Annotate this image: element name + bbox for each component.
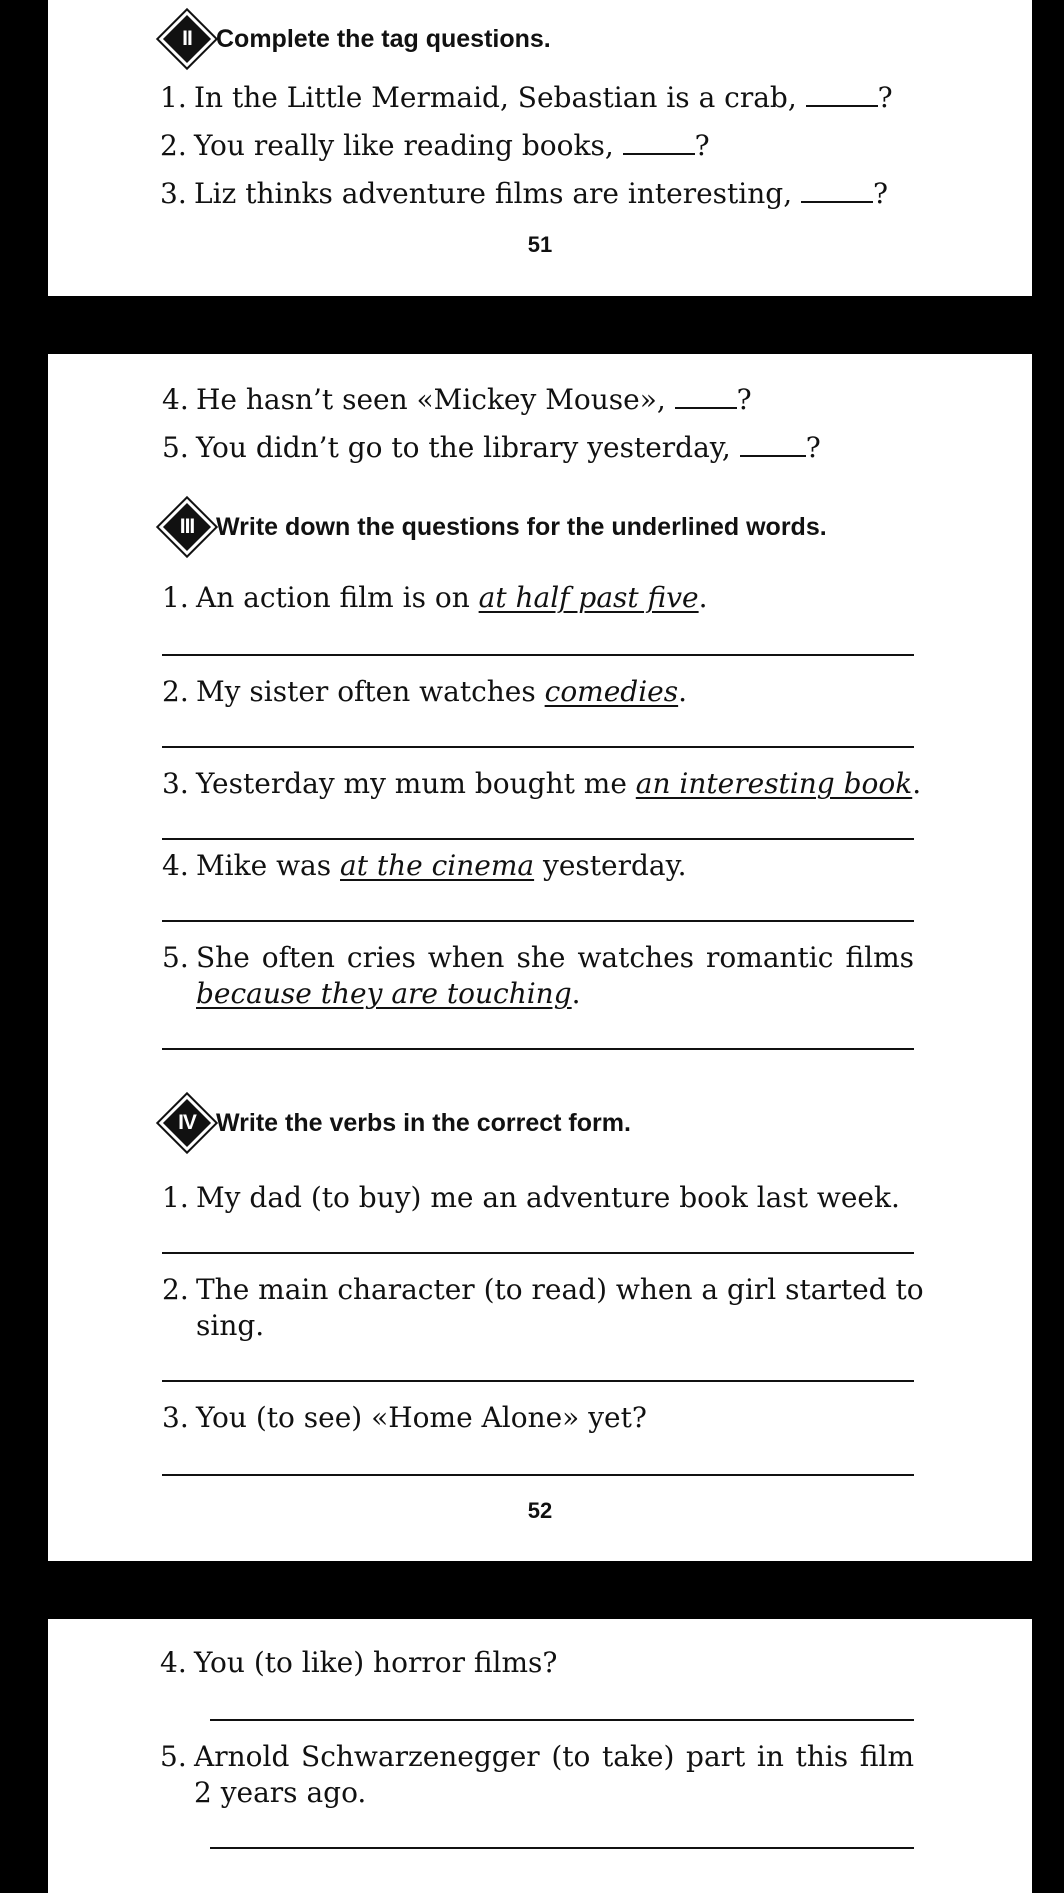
verb-question-5: 5. Arnold Schwarzenegger (to take) part in this film 2 years ago. bbox=[160, 1740, 914, 1809]
section-3-heading bbox=[160, 502, 827, 552]
question-text: Liz thinks adventure films are interesting, bbox=[194, 177, 793, 210]
section-3-badge bbox=[160, 500, 214, 554]
question-text: My dad (to buy) me an adventure book last week. bbox=[196, 1181, 900, 1214]
answer-line[interactable] bbox=[162, 1380, 914, 1382]
question-text: You didn’t go to the library yesterday, bbox=[196, 431, 731, 464]
verb-question-3: 3. You (to see) «Home Alone» yet? bbox=[162, 1401, 647, 1434]
underline-question-2: 2. My sister often watches comedies. bbox=[162, 675, 688, 708]
section-4-badge bbox=[160, 1096, 214, 1150]
section-4-badge-number: IV bbox=[178, 1111, 196, 1134]
answer-line[interactable] bbox=[162, 654, 914, 656]
underlined-words: comedies bbox=[544, 675, 679, 708]
answer-blank[interactable] bbox=[675, 383, 737, 409]
section-2-badge-number: II bbox=[182, 27, 192, 50]
question-text: You really like reading books, bbox=[194, 129, 614, 162]
section-4-title: Write the verbs in the correct form. bbox=[216, 1108, 631, 1137]
underline-question-1: 1. An action film is on at half past five. bbox=[162, 581, 708, 614]
answer-line[interactable] bbox=[162, 1048, 914, 1050]
section-3-badge-number: III bbox=[179, 515, 195, 538]
answer-line[interactable] bbox=[162, 746, 914, 748]
section-4-heading bbox=[160, 1098, 631, 1148]
answer-line[interactable] bbox=[162, 838, 914, 840]
workbook-page-52 bbox=[48, 354, 1032, 1561]
verb-question-2: 2. The main character (to read) when a girl started to sing. bbox=[162, 1273, 924, 1342]
tag-question-4: 4. He hasn’t seen «Mickey Mouse», ? bbox=[162, 383, 752, 416]
underline-question-4: 4. Mike was at the cinema yesterday. bbox=[162, 849, 687, 882]
answer-blank[interactable] bbox=[806, 81, 878, 107]
question-text: He hasn’t seen «Mickey Mouse», bbox=[196, 383, 666, 416]
answer-blank[interactable] bbox=[740, 431, 806, 457]
underlined-words: at the cinema bbox=[340, 849, 535, 882]
workbook-page-53-top bbox=[48, 1619, 1032, 1893]
underlined-words: because they are touching bbox=[196, 977, 572, 1010]
tag-question-3: 3. Liz thinks adventure films are interesting, ? bbox=[160, 177, 889, 210]
tag-question-1: 1. In the Little Mermaid, Sebastian is a crab, ? bbox=[160, 81, 893, 114]
verb-question-1: 1. My dad (to buy) me an adventure book last week. bbox=[162, 1181, 900, 1214]
answer-blank[interactable] bbox=[623, 129, 695, 155]
question-text: You (to like) horror films? bbox=[194, 1646, 558, 1679]
answer-line[interactable] bbox=[162, 1474, 914, 1476]
answer-blank[interactable] bbox=[801, 177, 873, 203]
tag-question-5: 5. You didn’t go to the library yesterday, ? bbox=[162, 431, 821, 464]
underlined-words: at half past five bbox=[478, 581, 699, 614]
underlined-words: an interesting book bbox=[635, 767, 913, 800]
question-text: You (to see) «Home Alone» yet? bbox=[196, 1401, 647, 1434]
section-2-title: Complete the tag questions. bbox=[216, 24, 551, 53]
answer-line[interactable] bbox=[210, 1719, 914, 1721]
answer-line[interactable] bbox=[210, 1847, 914, 1849]
underline-question-3: 3. Yesterday my mum bought me an interesting book. bbox=[162, 767, 922, 800]
answer-line[interactable] bbox=[162, 920, 914, 922]
question-text: In the Little Mermaid, Sebastian is a crab, bbox=[194, 81, 797, 114]
verb-question-4: 4. You (to like) horror films? bbox=[160, 1646, 558, 1679]
page-number: 52 bbox=[527, 1498, 553, 1523]
underline-question-5: 5. She often cries when she watches romantic films because they are touching. bbox=[162, 941, 914, 1010]
section-2-heading bbox=[160, 14, 551, 64]
page-number: 51 bbox=[527, 232, 553, 257]
tag-question-2: 2. You really like reading books, ? bbox=[160, 129, 710, 162]
answer-line[interactable] bbox=[162, 1252, 914, 1254]
section-2-badge bbox=[160, 12, 214, 66]
workbook-page-51 bbox=[48, 0, 1032, 296]
section-3-title: Write down the questions for the underlined words. bbox=[216, 512, 827, 541]
